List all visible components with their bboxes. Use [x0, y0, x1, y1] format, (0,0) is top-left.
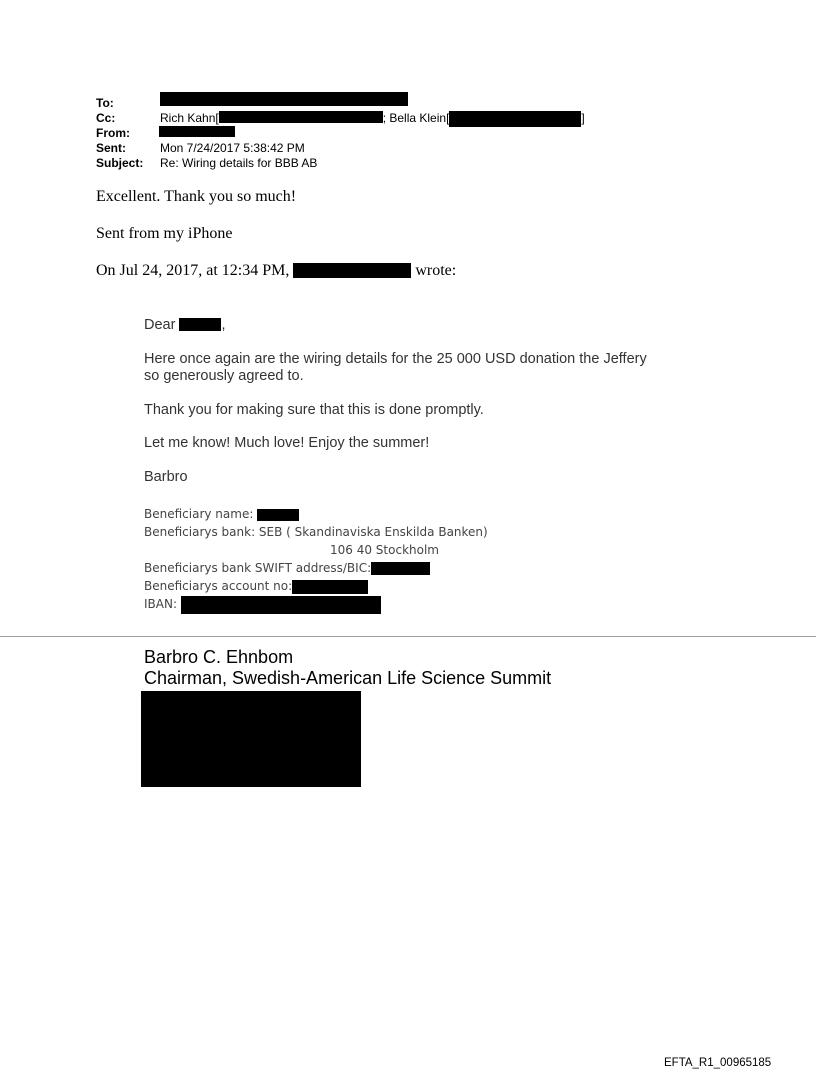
account-row [144, 577, 488, 595]
beneficiary-name-row [144, 505, 488, 523]
bank-name-row: Beneficiarys bank: SEB ( Skandinaviska Enskilda Banken) [144, 525, 488, 539]
bank-address-row: 106 40 Stockholm [330, 543, 439, 557]
from-row [96, 126, 585, 141]
signature-name: Barbro C. Ehnbom [144, 647, 294, 667]
sent-row [96, 141, 585, 156]
reply-line-2: Sent from my iPhone [96, 225, 233, 242]
signoff: Barbro [144, 469, 188, 485]
greeting [144, 317, 226, 334]
reply-line-1: Excellent. Thank you so much! [96, 188, 297, 205]
swift-label: Beneficiarys bank SWIFT address/BIC: [144, 561, 372, 575]
cc-separator: ; Bella Klein[ [382, 111, 450, 125]
signature-redaction [141, 691, 361, 787]
beneficiary-name-label: Beneficiary name: [144, 507, 254, 521]
document-id: EFTA_R1_00965185 [664, 1057, 772, 1069]
from-redaction [159, 126, 235, 137]
iban-redaction [181, 596, 381, 614]
swift-row [144, 559, 488, 577]
subject-label: Subject: [96, 156, 144, 170]
to-redaction [160, 92, 408, 106]
quote-sender-redaction [293, 263, 411, 278]
account-label: Beneficiarys account no: [144, 579, 293, 593]
to-label: To: [96, 96, 114, 110]
signature-block [144, 647, 551, 689]
para2: Thank you for making sure that this is done promptly. [144, 402, 484, 418]
sent-label: Sent: [96, 141, 126, 155]
greeting-prefix: Dear [144, 317, 176, 333]
bank-details [144, 505, 488, 613]
cc-row [96, 111, 585, 126]
sent-value: Mon 7/24/2017 5:38:42 PM [160, 141, 305, 155]
subject-row [96, 156, 585, 171]
cc-label: Cc: [96, 111, 116, 125]
greeting-redaction [179, 318, 221, 331]
from-label: From: [96, 126, 130, 140]
iban-row [144, 595, 488, 613]
quote-intro-prefix: On Jul 24, 2017, at 12:34 PM, [96, 262, 290, 279]
account-redaction [292, 580, 368, 594]
email-header [96, 96, 585, 171]
quote-intro [96, 262, 456, 280]
para1-line2: so generously agreed to. [144, 368, 304, 384]
cc-close: ] [581, 111, 585, 125]
iban-label: IBAN: [144, 597, 177, 611]
para1-line1: Here once again are the wiring details for the 25 000 USD donation the Jeffery [144, 351, 647, 367]
subject-value: Re: Wiring details for BBB AB [160, 156, 318, 170]
cc-redaction-1 [219, 111, 383, 123]
swift-redaction [371, 562, 430, 575]
greeting-suffix: , [221, 317, 226, 333]
signature-title: Chairman, Swedish-American Life Science Summit [144, 668, 552, 688]
cc-name-1: Rich Kahn[ [160, 111, 219, 125]
cc-redaction-2 [449, 111, 581, 127]
to-row [96, 96, 585, 111]
para3: Let me know! Much love! Enjoy the summer! [144, 435, 430, 451]
quote-intro-suffix: wrote: [415, 262, 457, 279]
beneficiary-name-redaction [257, 509, 299, 521]
divider-line [0, 636, 816, 637]
